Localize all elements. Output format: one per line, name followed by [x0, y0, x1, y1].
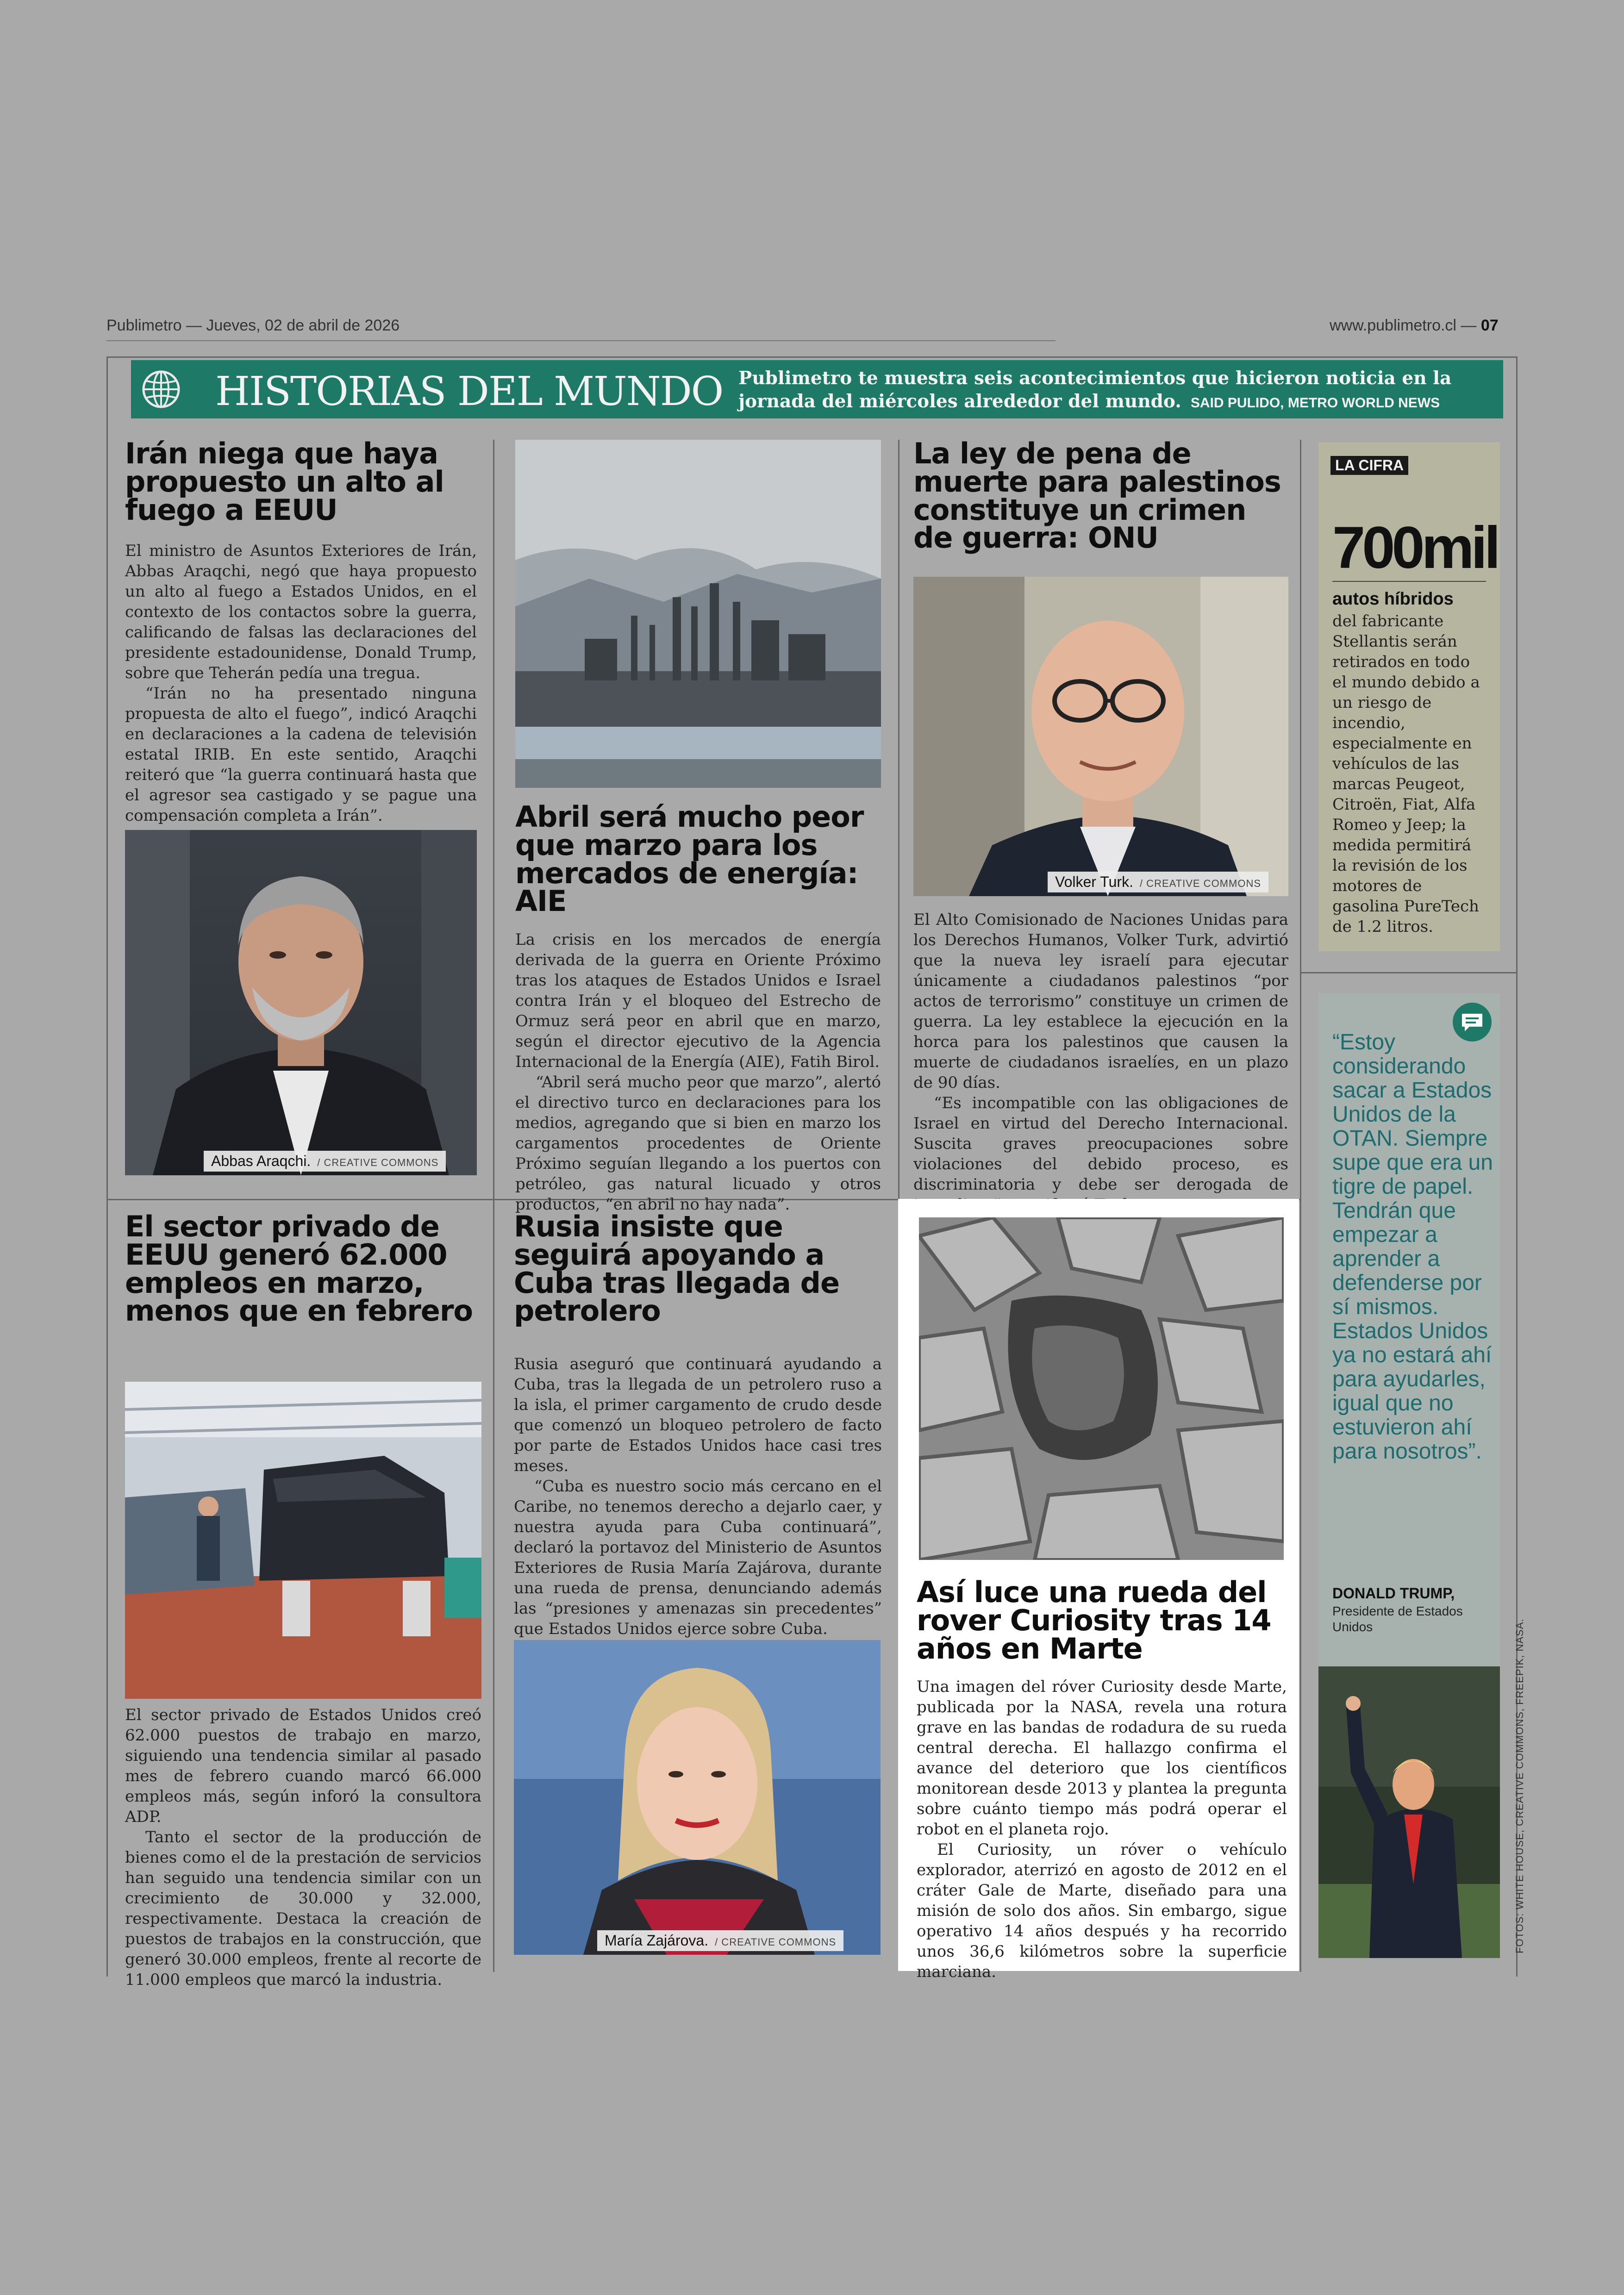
story-empleos-body — [125, 1705, 481, 1990]
article-body — [917, 1677, 1287, 1982]
story-energy — [515, 800, 881, 1215]
la-cifra-box — [1318, 442, 1500, 951]
divider — [898, 440, 899, 1199]
paragraph: Rusia aseguró que continuará ayudando a Cuba, tras la llegada de un petrolero ruso a la isla, el primer cargamento de crudo desde que comenzó un bloqueo petrolero de facto por parte de Estados Unidos hace casi tres meses. — [514, 1355, 882, 1475]
photo-credit: / CREATIVE COMMONS — [317, 1157, 439, 1168]
paragraph: “Es incompatible con las obligaciones de Israel en virtud del Derecho Internacional. Suscita graves preocupaciones sobre violaciones del debido proceso, es discriminatoria y debe ser derogada de — [913, 1094, 1288, 1194]
cifra-text: del fabricante Stellantis serán retirados en todo el mundo debido a un riesgo de incendio, especialmente en vehículos de las marcas Peugeot, Citroën, Fiat, Alfa Romeo y Jeep; la medida permitirá la revisión de los motores de gasolina PureTech de 1.2 litros. — [1332, 612, 1480, 936]
divider — [1300, 440, 1301, 1972]
photo-credits-text: FOTOS: WHITE HOUSE, CREATIVE COMMONS, FREEPIK, NASA. — [1514, 1618, 1525, 1953]
photo-credit: / CREATIVE COMMONS — [715, 1936, 837, 1948]
article-body — [125, 541, 477, 826]
cifra-lead: autos híbridos — [1332, 589, 1454, 609]
headline: El sector privado de EEUU generó 62.000 empleos en marzo, menos que en febrero — [125, 1210, 473, 1328]
article-body — [125, 1705, 481, 1990]
photo-credit: / CREATIVE COMMONS — [1139, 878, 1262, 889]
article-body — [913, 910, 1288, 1215]
headline: Así luce una rueda del rover Curiosity tras 14 años en Marte — [917, 1575, 1271, 1665]
portrait-image — [913, 577, 1288, 896]
photo-factory — [125, 1382, 481, 1699]
divider — [493, 440, 494, 1199]
paragraph: Tanto el sector de la producción de bienes como el de la prestación de servicios han seguido una tendencia similar con un crecimiento de 30.000 y 32.000, respectivamente. Destaca la creación de puestos de trabajos en la construcción, que generó 30.000 empleos, frente al recorte de 11.000 empleos que marcó la industria. — [125, 1828, 481, 1989]
story-curiosity — [917, 1575, 1287, 1982]
quote-box — [1318, 993, 1500, 1688]
paragraph: La crisis en los mercados de energía derivada de la guerra en Oriente Próximo tras los ataques de Estados Unidos e Israel contra Irán y el bloqueo del Estrecho de Ormuz será peor en abril que en marzo, según el director ejecutivo de la Agencia Internacional de la Energía (AIE), Fatih Birol. — [515, 930, 881, 1071]
caption-text: María Zajárova. — [605, 1932, 709, 1949]
headline: Irán niega que haya propuesto un alto al fuego a EEUU — [125, 437, 444, 527]
portrait-image — [514, 1640, 881, 1955]
globe-icon — [141, 369, 181, 409]
photo-credits — [1500, 1618, 1525, 1953]
story-empleos — [125, 1210, 481, 1328]
section-description — [738, 367, 1488, 415]
folio-left: Publimetro — Jueves, 02 de abril de 2026 — [106, 317, 400, 334]
paragraph: “Abril será mucho peor que marzo”, alertó el directivo turco en declaraciones para los medios, agregando que si bien en marzo los cargamentos procedentes de Oriente Próximo seguían llegando a los puertos con petróleo, gas natural licuado y otros productos, “en abril no hay nada”. — [515, 1073, 881, 1214]
section-title: HISTORIAS DEL MUNDO — [215, 368, 723, 415]
paragraph: El ministro de Asuntos Exteriores de Irán, Abbas Araqchi, negó que haya propuesto un alto al fuego a Estados Unidos, en el contexto de los contactos sobre la guerra, calificando de falsas las declaraciones del presidente estadounidense, Donald Trump, sobre que Teherán pedía una tregua. — [125, 542, 477, 683]
quote-author: DONALD TRUMP, — [1332, 1585, 1455, 1602]
refinery-image — [515, 440, 881, 788]
cifra-tag: LA CIFRA — [1330, 456, 1408, 475]
caption-text: Volker Turk. — [1055, 873, 1133, 890]
article-body — [514, 1354, 882, 1639]
site-url: www.publimetro.cl — — [1330, 317, 1477, 334]
photo-caption — [204, 1151, 446, 1172]
page-number: 07 — [1480, 317, 1499, 334]
section-description-text: Publimetro te muestra seis acontecimientos que hicieron noticia en la jornada del miércoles alrededor del mundo. — [738, 368, 1452, 412]
divider — [493, 1199, 494, 1972]
paragraph: Una imagen del róver Curiosity desde Marte, publicada por la NASA, revela una rotura grave en las bandas de rodadura de su rueda central derecha. El hallazgo confirma el avance del deterioro que los científicos monitorean desde 2013 y plantea la pregunta sobre cuánto tiempo más podrá operar el robot en el planeta rojo. — [917, 1678, 1287, 1839]
headline: La ley de pena de muerte para palestinos constituye un crimen de guerra: ONU — [913, 437, 1281, 555]
caption-text: Abbas Araqchi. — [211, 1153, 311, 1169]
photo-araqchi — [125, 830, 477, 1175]
paragraph: El Curiosity, un róver o vehículo explorador, aterrizó en agosto de 2012 en el cráter Gale de Marte, diseñado para una misión de solo dos años. Sin embargo, sigue operativo 14 años después y ha recorrido unos 36,6 kilómetros sobre la superficie marciana. — [917, 1840, 1287, 1982]
headline: Rusia insiste que seguirá apoyando a Cuba tras llegada de petrolero — [514, 1210, 839, 1328]
story-rusia — [514, 1210, 882, 1639]
wheel-image — [919, 1217, 1284, 1560]
factory-image — [125, 1382, 481, 1699]
cifra-number: 700mil — [1332, 515, 1498, 581]
paragraph: “Cuba es nuestro socio más cercano en el Caribe, no tenemos derecho a dejarlo caer, y nuestra ayuda para Cuba continuará”, declaró la portavoz del Ministerio de Asuntos Exteriores de Rusia María Zajárova, durante una rueda de prensa, denunciando además las “presiones y amenazas sin precedentes” que Estados Unidos ejerce sobre Cuba. — [514, 1477, 882, 1638]
headline: Abril será mucho peor que marzo para los mercados de energía: AIE — [515, 800, 864, 918]
paragraph: “Irán no ha presentado ninguna propuesta de alto el fuego”, indicó Araqchi en declaraciones a la cadena de televisión estatal IRIB. En este sentido, Araqchi reiteró que “la guerra continuará hasta que el agresor sea castigado y se pague una compensación completa a Irán”. — [125, 684, 477, 825]
header-rule — [106, 340, 1056, 341]
section-banner — [131, 360, 1503, 418]
trump-image — [1318, 1666, 1500, 1958]
folio-right — [1330, 317, 1499, 335]
story-iran — [125, 437, 477, 826]
photo-zajarova — [514, 1640, 881, 1955]
frame-left — [106, 356, 108, 1977]
paragraph: El sector privado de Estados Unidos creó 62.000 puestos de trabajo en marzo, siguiendo una tendencia similar al pasado mes de febrero cuando marcó 66.000 empleos más, según inforó la consultora ADP. — [125, 1706, 481, 1826]
photo-caption — [1048, 872, 1268, 892]
quote-text: “Estoy considerando sacar a Estados Unidos de la OTAN. Siempre supe que era un tigre de papel. Tendrán que empezar a aprender a defenderse por sí mismos. Estados Unidos ya no estará ahí para ayudarles, igual que no estuvieron ahí para nosotros”. — [1332, 1030, 1493, 1464]
section-byline: SAID PULIDO, METRO WORLD NEWS — [1190, 395, 1440, 411]
photo-refinery — [515, 440, 881, 788]
photo-curiosity-wheel — [919, 1217, 1284, 1560]
article-body — [515, 929, 881, 1215]
portrait-image — [125, 830, 477, 1175]
story-onu-body — [913, 910, 1288, 1215]
divider — [1300, 972, 1518, 973]
paragraph: El Alto Comisionado de Naciones Unidas para los Derechos Humanos, Volker Turk, advirtió que la nueva ley israelí para ejecutar únicamente a ciudadanos palestinos “por actos de terrorismo” constituye un crimen de guerra. La ley establece la ejecución en la horca para los palestinos que causen la muerte de ciudadanos israelíes, en un plazo de 90 días. — [913, 911, 1288, 1092]
photo-trump — [1318, 1666, 1500, 1958]
photo-turk — [913, 577, 1288, 896]
quote-author-role: Presidente de Estados Unidos — [1332, 1604, 1463, 1634]
frame-top — [106, 356, 1518, 358]
photo-caption — [597, 1930, 843, 1951]
story-onu — [913, 437, 1288, 555]
cifra-rule — [1332, 581, 1486, 582]
